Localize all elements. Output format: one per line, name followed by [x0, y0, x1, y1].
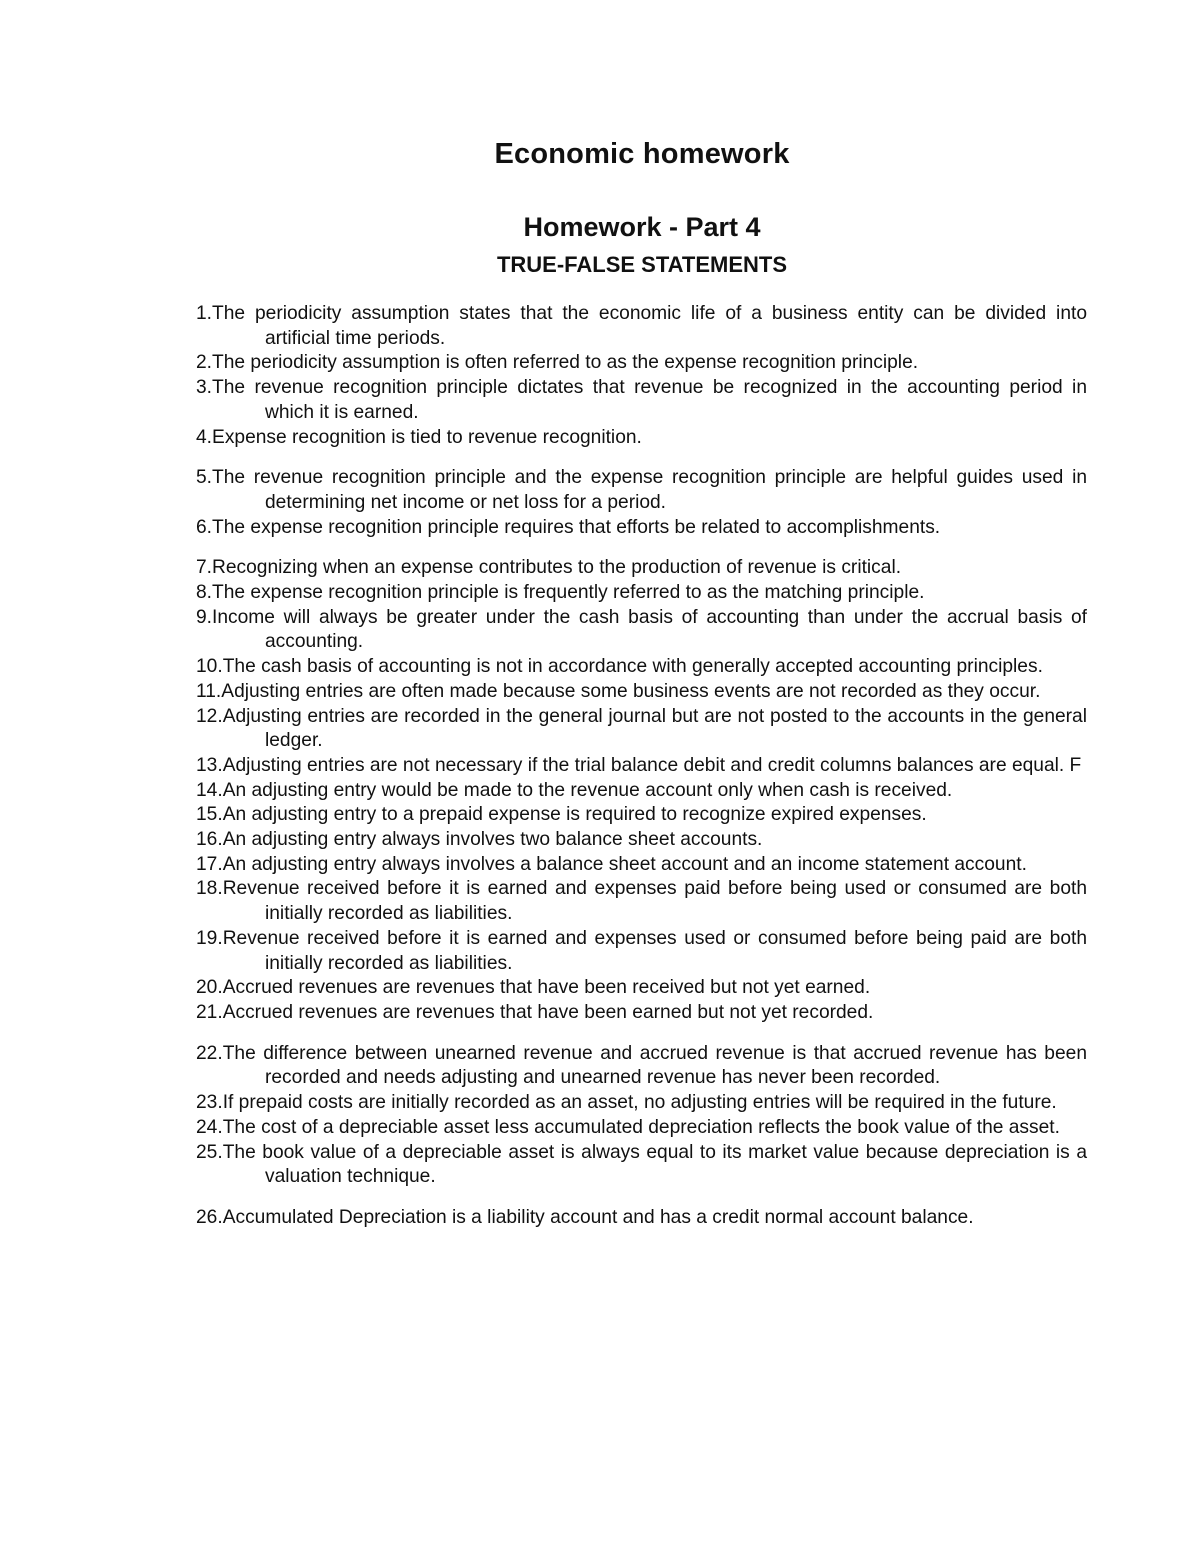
- statement-item: 25.The book value of a depreciable asset is always equal to its market value because depreciation is a valuation technique.: [196, 1141, 1087, 1188]
- statement-text: An adjusting entry would be made to the revenue account only when cash is received.: [222, 779, 953, 801]
- statement-number: 9: [196, 606, 207, 628]
- document-title: Economic homework: [494, 138, 790, 170]
- statement-number: 24: [196, 1116, 218, 1138]
- statement-item: 14.An adjusting entry would be made to the revenue account only when cash is received.: [196, 779, 953, 801]
- statement-list: [196, 302, 1087, 1231]
- statement-item: 6.The expense recognition principle requires that efforts be related to accomplishments.: [196, 516, 941, 538]
- statement-text: The expense recognition principle is frequently referred to as the matching principle.: [212, 582, 925, 604]
- statement-text: The periodicity assumption states that the economic life of a business entity can be divided into artificial time periods.: [212, 303, 1087, 349]
- statement-item: 23.If prepaid costs are initially recorded as an asset, no adjusting entries will be required in the future.: [196, 1092, 1057, 1114]
- statement-text: The revenue recognition principle dictates that revenue be recognized in the accounting period in which it is earned.: [212, 377, 1087, 423]
- statement-number: 22: [196, 1042, 218, 1064]
- statement-item: 1.The periodicity assumption states that the economic life of a business entity can be divided into artificial time periods.: [196, 303, 1087, 349]
- statement-number: 16: [196, 829, 218, 851]
- statement-text: Adjusting entries are recorded in the general journal but are not posted to the accounts in the general ledger.: [222, 705, 1087, 752]
- statement-number: 19: [196, 927, 218, 949]
- statement-number: 4: [196, 426, 207, 448]
- statement-item: 22.The difference between unearned revenue and accrued revenue is that accrued revenue has been recorded and needs adjusting and unearned revenue has never been recorded.: [196, 1042, 1087, 1089]
- document-subtitle: Homework - Part 4: [523, 212, 761, 242]
- statement-number: 6: [196, 516, 207, 538]
- statement-number: 1: [196, 303, 207, 324]
- statement-text: Adjusting entries are often made because some business events are not recorded as they occur.: [221, 680, 1041, 702]
- statement-text: An adjusting entry always involves a balance sheet account and an income statement account.: [222, 853, 1027, 875]
- statement-item: 10.The cash basis of accounting is not in accordance with generally accepted accounting principles.: [196, 656, 1043, 678]
- statement-text: An adjusting entry to a prepaid expense is required to recognize expired expenses.: [222, 804, 927, 826]
- statement-item: 26.Accumulated Depreciation is a liability account and has a credit normal account balance.: [196, 1206, 974, 1228]
- statement-number: 7: [196, 557, 207, 579]
- statement-text: Accrued revenues are revenues that have been received but not yet earned.: [222, 977, 871, 999]
- statement-item: 13.Adjusting entries are not necessary if the trial balance debit and credit columns balances are equal. F: [196, 754, 1082, 776]
- statement-text: Recognizing when an expense contributes to the production of revenue is critical.: [212, 557, 902, 579]
- statement-item: 12.Adjusting entries are recorded in the general journal but are not posted to the accounts in the general ledger.: [196, 705, 1087, 752]
- statement-text: The book value of a depreciable asset is always equal to its market value because depreciation is a valuation technique.: [222, 1141, 1087, 1188]
- statement-item: 11.Adjusting entries are often made because some business events are not recorded as they occur.: [196, 680, 1041, 702]
- statement-text: The difference between unearned revenue and accrued revenue is that accrued revenue has been recorded and needs adjusting and unearned revenue has never been recorded.: [222, 1042, 1087, 1089]
- statement-text: Expense recognition is tied to revenue recognition.: [212, 426, 642, 448]
- statement-number: 15: [196, 804, 218, 826]
- statement-text: The revenue recognition principle and the expense recognition principle are helpful guides used in determining net income or net loss for a period.: [212, 467, 1087, 513]
- statement-number: 17: [196, 853, 218, 875]
- statement-number: 23: [196, 1092, 218, 1114]
- statement-text: The expense recognition principle requires that efforts be related to accomplishments.: [212, 516, 941, 538]
- statement-text: Accumulated Depreciation is a liability account and has a credit normal account balance.: [222, 1206, 974, 1228]
- statement-item: 20.Accrued revenues are revenues that have been received but not yet earned.: [196, 977, 871, 999]
- statement-text: The cash basis of accounting is not in accordance with generally accepted accounting principles.: [222, 656, 1043, 678]
- section-heading: TRUE-FALSE STATEMENTS: [496, 252, 788, 277]
- statement-item: 17.An adjusting entry always involves a balance sheet account and an income statement account.: [196, 853, 1027, 875]
- statement-item: 8.The expense recognition principle is frequently referred to as the matching principle.: [196, 582, 925, 604]
- statement-number: 5: [196, 467, 207, 489]
- statement-text: If prepaid costs are initially recorded as an asset, no adjusting entries will be required in the future.: [222, 1092, 1057, 1114]
- statement-item: 5.The revenue recognition principle and the expense recognition principle are helpful guides used in determining net income or net loss for a period.: [196, 467, 1087, 513]
- statement-text: Revenue received before it is earned and expenses paid before being used or consumed are both initially recorded as liabilities.: [222, 878, 1087, 925]
- statement-text: The periodicity assumption is often referred to as the expense recognition principle.: [212, 352, 919, 374]
- statement-item: 19.Revenue received before it is earned and expenses used or consumed before being paid are both initially recorded as liabilities.: [196, 927, 1087, 974]
- statement-item: 3.The revenue recognition principle dictates that revenue be recognized in the accounting period in which it is earned.: [196, 377, 1087, 423]
- statement-item: 4.Expense recognition is tied to revenue recognition.: [196, 426, 642, 448]
- statement-number: 11: [196, 680, 216, 702]
- statement-item: 15.An adjusting entry to a prepaid expense is required to recognize expired expenses.: [196, 804, 927, 826]
- statement-text: Adjusting entries are not necessary if the trial balance debit and credit columns balances are equal. F: [222, 754, 1082, 776]
- statement-number: 14: [196, 779, 218, 801]
- statement-number: 26: [196, 1206, 218, 1228]
- statement-number: 20: [196, 977, 218, 999]
- statement-item: 2.The periodicity assumption is often referred to as the expense recognition principle.: [196, 352, 919, 374]
- statement-item: 18.Revenue received before it is earned and expenses paid before being used or consumed are both initially recorded as liabilities.: [196, 878, 1087, 925]
- statement-text: The cost of a depreciable asset less accumulated depreciation reflects the book value of the asset.: [222, 1116, 1060, 1138]
- statement-item: 7.Recognizing when an expense contributes to the production of revenue is critical.: [196, 557, 902, 579]
- statement-text: Income will always be greater under the cash basis of accounting than under the accrual basis of accounting.: [212, 606, 1087, 653]
- statement-number: 18: [196, 878, 218, 900]
- statement-number: 12: [196, 705, 218, 727]
- statement-item: 21.Accrued revenues are revenues that have been earned but not yet recorded.: [196, 1001, 874, 1023]
- statement-text: Accrued revenues are revenues that have been earned but not yet recorded.: [222, 1001, 874, 1023]
- statement-number: 10: [196, 656, 218, 678]
- statement-number: 3: [196, 377, 207, 399]
- statement-text: Revenue received before it is earned and expenses used or consumed before being paid are both initially recorded as liabilities.: [222, 927, 1087, 974]
- statement-item: 9.Income will always be greater under the cash basis of accounting than under the accrual basis of accounting.: [196, 606, 1087, 653]
- statement-item: 24.The cost of a depreciable asset less accumulated depreciation reflects the book value of the asset.: [196, 1116, 1060, 1138]
- statement-number: 2: [196, 352, 207, 374]
- statement-text: An adjusting entry always involves two balance sheet accounts.: [222, 829, 763, 851]
- statement-number: 13: [196, 754, 218, 776]
- statement-number: 21: [196, 1001, 218, 1023]
- statement-number: 8: [196, 582, 207, 604]
- statement-item: 16.An adjusting entry always involves two balance sheet accounts.: [196, 829, 763, 851]
- statement-number: 25: [196, 1141, 218, 1163]
